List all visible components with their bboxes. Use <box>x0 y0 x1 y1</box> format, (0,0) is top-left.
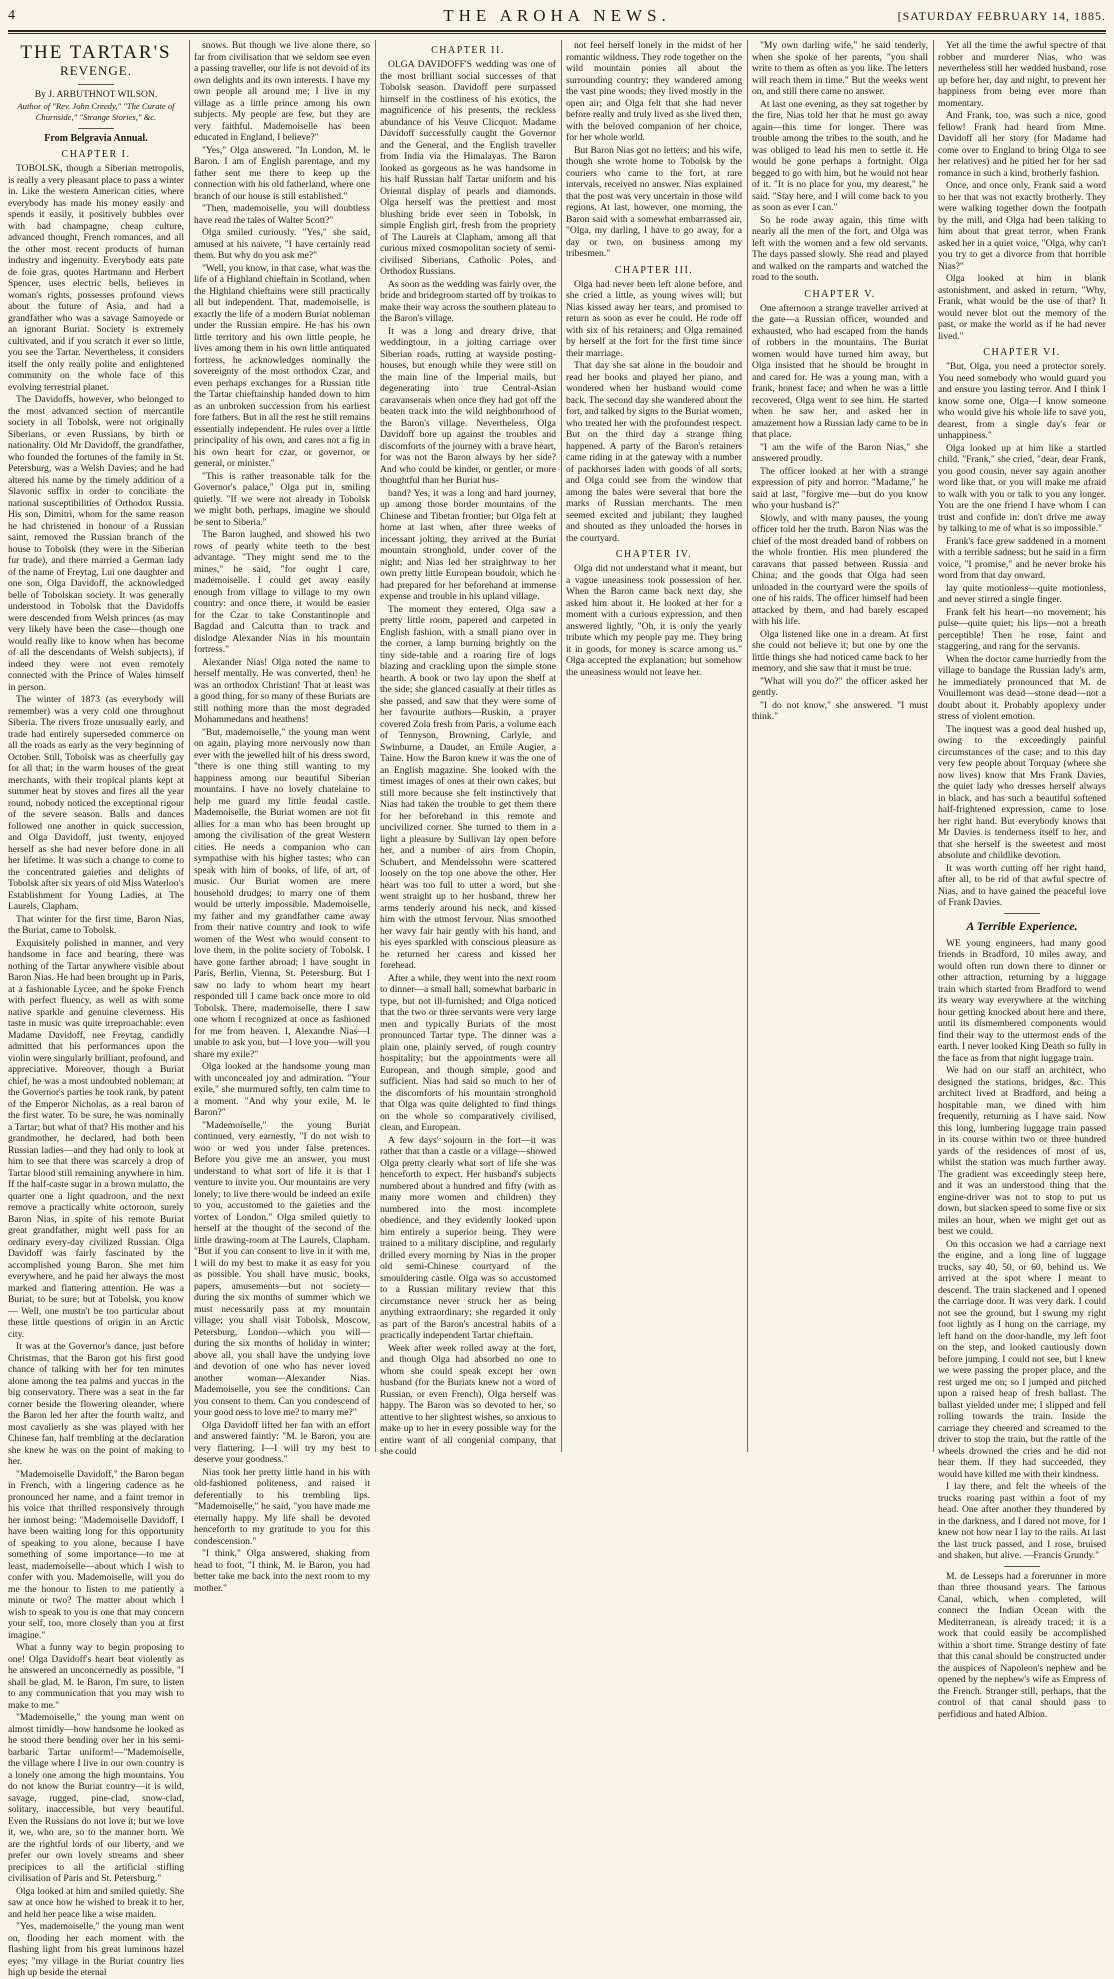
paragraph: The winter of 1873 (as everybody will remember) was a very cold one throughout Siberia. The rivers froze unusually early, and trade had entirely superseded commerce on all the roads as early as the very beginning of October. Still, Tobolsk was as cheerfully gay for all that; in the warm houses of the great merchants, with their tropical plants kept at summer heat by stoves and fires all the year round, nobody noticed the exceptional rigour of the severe season. Balls and dances followed one another in quick succession, and Olga Davidoff, just twenty, enjoyed herself as she had never before done in all her lifetime. It was such a change to come to the concentrated gaieties and delights of Tobolsk after six years of old Miss Waterloo's Establishment for Young Ladies, at The Laurels, Clapham. <box>8 694 184 912</box>
paragraph: Olga looked at him in blank astonishment, and asked in return, "Why, Frank, what would be the use of that? It would never blot out the memory of the past, or make the world as if he had never lived." <box>938 273 1106 342</box>
story-source: From Belgravia Annual. <box>44 133 148 144</box>
paragraph: "Yes," Olga answered. "In London, M. le Baron. I am of English parentage, and my father sent me there to keep up the connection with his old fatherland, where one branch of our house is still established." <box>194 144 370 202</box>
paragraph: The moment they entered, Olga saw a pretty little room, papered and carpeted in English fashion, with a small piano over in the corner, a lamp burning brightly on the tiny side-table and a roaring fire of logs blazing and crackling upon the simple stone hearth. A book or two lay upon the shelf at the side; she glanced casually at their titles as she passed, and saw that they were some of her favourite authors—Ruskin, a prayer covered Zola fresh from Paris, a volume each of Tennyson, Browning, Carlyle, and Swinburne, a Daudet, an Emile Augier, a Taine. How the Baron knew it was the one of an English magazine. She looked with the timest images of ones at their own cakes, but still more because she felt instinctively that Nias had taken the trouble to get them there for her beforehand in this remote and uncivilized corner. She turned to them in a light a pleasure by Sullivan lay open before her, and a number of airs from Chopin, Schubert, and Mendelssohn were scattered loosely on the top one above the other. Her heart was too full to utter a word, but she went straight up to her husband, threw her arms tenderly around his neck, and kissed him with the utmost fervour. Nias smoothed her wavy fair hair gently with his hand, and his eyes sparkled with conscious pleasure as he returned her caress and kissed her forehead. <box>380 603 556 971</box>
masthead-rule-thin <box>8 33 1106 34</box>
paragraph: Olga looked at him and smiled quietly. She saw at once how he wished to break it to her, and held her peace like a wise maiden. <box>8 1885 184 1920</box>
paragraph: The inquest was a good deal hushed up, owing to the exceedingly painful circumstances of the case; and to this day very few people about Torquay (where she now lives) know that Mrs Frank Davies, the quiet lady who dresses herself always in black, and has such a beautiful softened half-frightened expression, came to lose her right hand. But everybody knows that Mr Davies is tenderness itself to her, and that she herself is the sweetest and most absolute and childlike devotion. <box>938 723 1106 861</box>
paragraph: snows. But though we live alone there, so far from civilisation that we seldom see even a passing traveller, our life is not devoid of its own delights and its own interests. I have my own people all around me; I live in my village as a little prince among his own subjects. My people are few, but they are very faithful. Mademoiselle has been educated in England, I believe?" <box>194 40 370 143</box>
section-title: A Terrible Experience. <box>966 918 1078 933</box>
paragraph: Olga listened like one in a dream. At first she could not believe it; but one by one the little things she had noticed came back to her memory, and she saw that it must be true. <box>752 628 928 674</box>
paragraph: That winter for the first time, Baron Nias, the Buriat, came to Tobolsk. <box>8 913 184 936</box>
chapter-heading: CHAPTER IV. <box>615 549 693 560</box>
column-2 <box>194 40 370 1594</box>
paragraph: So he rode away again, this time with nearly all the men of the fort, and Olga was left with the women and a few old servants. The days passed slowly. She read and played and walked on the ramparts and watched the road to the south. <box>752 214 928 283</box>
column-4 <box>566 40 742 1452</box>
chapter-heading: CHAPTER V. <box>804 288 876 300</box>
paragraph: "I am the wife of the Baron Nias," she answered proudly. <box>752 441 928 464</box>
story-title: THE TARTAR'S <box>20 42 172 63</box>
paragraph: "What will you do?" the officer asked her gently. <box>752 675 928 698</box>
divider <box>78 84 114 85</box>
paragraph: Once, and once only, Frank said a word to her that was not exactly brotherly. They were walking together down the footpath by the mill, and Olga had been talking to him about that great terror, when Frank asked her in a quiet voice, "Olga, why can't you try to get a divorce from that horrible Nias?" <box>938 180 1106 272</box>
paragraph: Olga Davidoff lifted her fan with an effort and answered faintly: "M. le Baron, you are very flattering. I—I will try my best to deserve your goodness." <box>194 1419 370 1465</box>
paragraph: That day she sat alone in the boudoir and read her books and played her piano, and wondered when her husband would come back. The second day she wandered about the fort, and talked by signs to the Buriat women, who treated her with the profoundest respect. But on the third day a strange thing happened. A party of the Baron's retainers came riding in at the gateway with a number of packhorses laden with goods of all sorts, and Olga could see from the window that among the bales were several that bore the marks of Russian merchants. The men seemed excited and jubilant; they laughed and shouted as they unloaded the horses in the courtyard. <box>566 360 742 544</box>
paragraph: "Mademoiselle Davidoff," the Baron began in French, with a lingering cadence as he pronounced her name, and a faint tremor in his voice that thrilled responsively through her inmost being: "Mademoiselle Davidoff, I have been waiting long for this opportunity of speaking to you alone, because I have something of some importance—to me at least, mademoiselle—about which I wish to confer with you. Mademoiselle, will you do me the honour to listen to me patiently a minute or two? The matter about which I wish to speak to you is one that may concern your self, too, more closely than you at first imagine." <box>8 1468 184 1641</box>
paragraph: One afternoon a strange traveller arrived at the gate—a Russian officer, wounded and exhausted, who had escaped from the hands of robbers in the mountains. The Buriat women would have turned him away, but Olga insisted that he should be brought in and cared for. He was a young man, with a frank, honest face; and when he was a little recovered, Olga went to see him. He started when he saw her, and asked her in amazement how a Russian lady came to be in that place. <box>752 302 928 440</box>
paragraph: "Mademoiselle," the young Buriat continued, very earnestly, "I do not wish to woo or wed you under false pretences. Before you give me an answer, you must understand to what sort of life it is that I venture to invite you. Our mountains are very lonely; to live there would be indeed an exile to you, accustomed to the gaieties and the vortex of London." Olga smiled quietly to herself at the thought of the second of the little drawing-room at The Laurels, Clapham. "But if you can consent to live in it with me, I will do my best to make it as easy for you as possible. You shall have music, books, papers, amusements—but not society—during the six months of summer which we must necessarily pass at my mountain village; you shall visit Tobolsk, Moscow, Petersburg, London—which you will—during the six months of holiday in winter; above all, you shall have the undying love and devotion of one who has never loved another woman—Alexander Nias. Mademoiselle, you see the conditions. Can you consent to them. Can you condescend of your good ness to love me? to marry me?" <box>194 1119 370 1418</box>
column-3 <box>380 40 556 1457</box>
paragraph: "But, mademoiselle," the young man went on again, playing more nervously now than ever with the jewelled hilt of his dress sword, "there is one thing still wanting to my happiness among our beautiful Siberian mountains. I have no lovely chatelaine to help me guard my little feudal castle. Mademoiselle, the Buriat women are not fit allies for a man who has been brought up among the civilisation of the great Western cities. He needs a companion who can sympathise with his higher tastes; who can speak with him of books, of life, of art, of music. Our Buriat women are mere household drudges; to marry one of them would be utterly impossible. Mademoiselle, my father and my grandfather came away from their native country and took to wife women of the West who would consent to love them, in the polite society of Tobolsk. I have gone farther abroad; I have sought in Paris, Berlin, Vienna, St. Petersburg. But I saw no lady to whom heart my heart responded till I came back once more to old Tobolsk. There, mademoiselle, there I saw one whom I recognized at once as fashioned for me from heaven. I, Alexandre Nias—I unable to ask you, but—I love you—will you share my exile?" <box>194 726 370 1060</box>
paragraph: "Well, you know, in that case, what was the life of a Highland chieftain in Scotland, when the Highland chieftains were still practically all but independent. That, mademoiselle, is exactly the life of a modern Buriat nobleman under the Russian empire. He has his own little territory and his own little people, he lives among them in his own little antiquated fortress, he acknowledges nominally the sovereignty of the most orthodox Czar, and even perhaps exchanges for a Russian title the Tartar chieftainship handed down to him as an unbroken succession from his earliest fore fathers. But in all the rest he still remains essentially independent. He rules over a little principality of his own, and cares not a fig in his own heart for czar, or governor, or general, or minister." <box>194 262 370 469</box>
masthead <box>8 6 1106 30</box>
newspaper-title: THE AROHA NEWS. <box>443 6 671 25</box>
paragraph: Frank's face grew saddened in a moment with a terrible sadness; but he said in a firm voice, "I promise," and he never broke his word from that day onward. <box>938 535 1106 581</box>
chapter-heading: CHAPTER I. <box>61 149 131 160</box>
paragraph: OLGA DAVIDOFF'S wedding was one of the most brilliant social successes of that Tobolsk season. Davidoff pere surpassed himself in the costliness of his exotics, the magnificence of his presents, the reckless abundance of his Veuve Clicquot. Madame Davidoff successfully caught the Governor and the General, and the English traveller from India via the Himalayas. The Baron looked as gorgeous as he was handsome in his half Russian half Tartar uniform and his Oriental display of pearls and diamonds. Olga herself was the prettiest and most blushing bride ever seen in Tobolsk, in simple English girl, fresh from the propriety of The Laurels at Clapham, among all that curious mixed cosmopolitan society of semi-civilised Siberians, Catholic Poles, and Orthodox Russians. <box>380 59 556 277</box>
paragraph: After a while, they went into the next room to dinner—a small hall, somewhat barbaric in type, but not ill-furnished; and Olga noticed that the two or three servants were very large men and typically Buriats of the most pronounced Tartar type. The dinner was a plain one, plainly served, of rough country hospitality; but the appointments were all European, and though simple, good and sufficient. Nias had said so much to her of the discomforts of his mountain stronghold that Olga was quite delighted to find things on the whole so comparatively civilised, clean, and European. <box>380 972 556 1133</box>
column-rule <box>189 40 190 1452</box>
paragraph: Olga had never been left alone before, and she cried a little, as young wives will; but Nias kissed away her tears, and promised to return as soon as ever he could. He rode off with six of his retainers; and Olga remained by herself at the fort for the first time since their marriage. <box>566 278 742 359</box>
divider <box>1004 913 1040 914</box>
paragraph: Olga did not understand what it meant, but a vague uneasiness took possession of her. When the Baron came back next day, she asked him about it. He looked at her for a moment with a curious expression, and then answered lightly, "Oh, it is only the yearly tribute which my people pay me. They bring it in goods, for money is scarce among us." Olga accepted the explanation; but somehow the uneasiness would not leave her. <box>566 563 742 678</box>
paragraph: "Mademoiselle," the young man went on almost timidly—how handsome he looked as he stood there bending over her in his semi-barbaric Tartar uniform!—"Mademoiselle, the village where I live in our own country is a lonely one among the high mountains. You do not know the Buriat country—it is wild, savage, rugged, pine-clad, snow-clad, solitary, inaccessible, but very beautiful. Even the Russians do not love it; but we love it, we, who are, so to the manner born. We are the rightful lords of our liberty, and we prefer our own lovely streams and sheer precipices to all the artificial stifling civilisation of Paris and St. Petersburg." <box>8 1712 184 1884</box>
paragraph: "But, Olga, you need a protector sorely. You need somebody who would guard you and ensure you lasting terror. And I think I know some one, Olga—I know someone who would give his whole life to save you, dearest, from a single day's fear or unhappiness." <box>938 361 1106 441</box>
column-6 <box>938 40 1106 1720</box>
paragraph: A few days' sojourn in the fort—it was rather that than a castle or a village—showed Olga pretty clearly what sort of life she was henceforth to expect. Her husband's subjects numbered about a hundred and fifty (with as many more women and children) they numbered into the most incomplete obedience, and they evidently looked upon him entirely a superior being. They were trained to a military discipline, and regularly drilled every morning by Nias in the proper old semi-Chinese courtyard of the smouldering castle. Olga was so accustomed to a Russian military review that this circumstance never struck her as being anything extraordinary; she regarded it only as part of the Baron's ancestral habits of a practically independent Tartar chieftain. <box>380 1134 556 1341</box>
paragraph: When the doctor came hurriedly from the village to bandage the Russian lady's arm, he immediately pronounced that M. de Vouillemont was dead—stone dead—not a doubt about it. Probably apoplexy under stress of violent emotion. <box>938 653 1106 722</box>
paragraph: Slowly, and with many pauses, the young officer told her the truth. Baron Nias was the chief of the most dreaded band of robbers on the whole frontier. His men plundered the caravans that passed between Russia and China; and the goods that Olga had seen unloaded in the courtyard were the spoils of one of his raids. The officer himself had been attacked by them, and had barely escaped with his life. <box>752 512 928 627</box>
column-rule <box>933 40 934 1452</box>
paragraph: I lay there, and felt the wheels of the trucks roaring past within a foot of my head. One after another they thundered by in the darkness, and I dared not move, for I knew not how near I lay to the rails. At last the last truck passed, and I rose, bruised and shaken, but alive. —Francis Grundy." <box>938 1481 1106 1561</box>
column-5 <box>752 40 928 1452</box>
paragraph: As soon as the wedding was fairly over, the bride and bridegroom started off by troikas to make their way across the southern plateau to the Baron's village. <box>380 278 556 324</box>
paragraph: Yet all the time the awful spectre of that robber and murderer Nias, who was nevertheless still her wedded husband, rose up before her, day and night, to prevent her happiness from being ever more than momentary. <box>938 40 1106 109</box>
paragraph: On this occasion we had a carriage next the engine, and a long line of luggage trucks, say 40, 50, or 60, behind us. We arrived at the spot where I meant to descend. The train slackened and I opened the carriage door. It was very dark. I could not see the ground, but I swung my right foot lightly as I hung on the carriage, my left hand on the door-handle, my left foot on the step, and looked cautiously down before jumping. I could not see, but I knew we were passing the proper place, and the rest urged me on; so I jumped and pitched upon a raised heap of fresh ballast. The ballast yielded under me; I slipped and fell rolling towards the train. Inside the carriage they cheered and screamed to the driver to stop the train, but the rattle of the wheels drowned the cries and he did not hear them. If they had succeeded, they would have killed me with their kindness. <box>938 1238 1106 1480</box>
paragraph: At last one evening, as they sat together by the fire, Nias told her that he must go away again—this time for longer. There was trouble among the tribes to the south, and he was obliged to lead his men to settle it. He would be gone perhaps a fortnight. Olga begged to go with him, but he would not hear of it. "It is no place for you, my dearest," he said. "Stay here, and I will come back to you as soon as ever I can." <box>752 98 928 213</box>
paragraph: The Baron laughed, and showed his two rows of pearly white teeth to the best advantage. "They might send me to the mines," he said, "for ought I care, mademoiselle. I could get away easily enough from village to village to my own country: and once there, it would be easier for the Czar to take Constantinople and Bagdad and Calcutta than to track and dislodge Alexander Nias in his mountain fortress." <box>194 529 370 655</box>
paragraph: Week after week rolled away at the fort, and though Olga had absorbed no one to whom she could speak except her own husband (for the Buriats knew not a word of Russian, or even French), Olga herself was happy. The Baron was so devoted to her, so attentive to her slightest wishes, so anxious to make up to her in every possible way for the entire want of all congenial company, that she could <box>380 1342 556 1457</box>
paragraph: "Yes, mademoiselle," the young man went on, flooding her each moment with the flashing light from his great luminous hazel eyes; "my village in the Buriat country lies high up beside the eternal <box>8 1921 184 1978</box>
masthead-rule <box>8 30 1106 32</box>
paragraph: What a funny way to begin proposing to one! Olga Davidoff's heart beat violently as he answered an unconcernedly as possible, "I shall be glad, M. le Baron, I'm sure, to listen to any communication that you may wish to make to me." <box>8 1642 184 1711</box>
issue-date: [SATURDAY FEBRUARY 14, 1885. <box>897 9 1106 23</box>
paragraph: Olga smiled curiously. "Yes," she said, amused at his naivete, "I have certainly read them. But why do you ask me?" <box>194 227 370 261</box>
paragraph: Nias took her pretty little hand in his with old-fashioned politeness, and raised it deferentially to his trembling lips. "Mademoiselle," he said, "you have made me eternally happy. My life shall be devoted henceforth to my gratitude to you for this condescension." <box>194 1466 370 1547</box>
paragraph: The Davidoffs, however, who belonged to the most advanced section of mercantile society in all Tobolsk, were not originally Siberians, or even Russians, by birth or nationality. Old Mr Davidoff, the grandfather, who founded the fortunes of the family in St. Petersburg, was a Welsh Davies; and he had altered his name by the timely addition of a Slavonic suffix in order to conciliate the national susceptibilities of Orthodox Russia. His son, Dimitri, whom for the same reason he had christened in honour of a Russian saint, removed the Russian branch of the house to Tobolsk (they were in the Siberian fur trade), and there married a German lady of the name of Freytag, Lui one daughter and one son, Olga Davidoff, the acknowledged belle of Tobolskan society. It was generally understood in Tobolsk that the Davidoffs were descended from Welsh princes (as may very likely have been the case—though one would really like to know when has become of all the descendants of Welsh subjects), if indeed they were not even remotely connected with the Prince of Wales himself in person. <box>8 394 184 693</box>
paragraph: It was a long and dreary drive, that weddingtour, in a jolting carriage over Siberian roads, rutting at wayside posting-houses, but enough while they were still on the main line of the Imperial mails, but degenerating into true Central-Asian caravanserais when once they had got off the beaten track into the wild neighbourhood of the Baron's village. Nevertheless, Olga Davidoff bore up against the troubles and discomforts of the journey with a brave heart, for was not the Baron always by her side? And who could be kinder, or gentler, or more thoughtful than her Buriat hus- <box>380 325 556 486</box>
paragraph: Alexander Nias! Olga noted the name to herself mentally. He was converted, then! he was an orthodox Christian! That at least was a good thing, for so many of these Buriats are still nothing more than the most degraded Mohammedans and heathens! <box>194 656 370 725</box>
chapter-heading: CHAPTER VI. <box>983 347 1061 358</box>
paragraph: "I do not know," she answered. "I must think." <box>752 699 928 722</box>
column-rule <box>375 40 376 1452</box>
column-1 <box>8 40 184 1978</box>
paragraph: Frank felt his heart—no movement; his pulse—quite quiet; his lips—not a breath perceptible! Then he rose, faint and staggering, and rang for the servants. <box>938 606 1106 652</box>
divider <box>1004 1566 1040 1567</box>
page-number: 4 <box>8 8 15 23</box>
paragraph: It was worth cutting off her right hand, after all, to be rid of that awful spectre of Nias, and to have gained the peaceful love of Frank Davies. <box>938 862 1106 908</box>
paragraph: "I think," Olga answered, shaking from head to foot, "I think, M. le Baron, you had better take me back into the next room to my mother." <box>194 1548 370 1594</box>
chapter-heading: CHAPTER II. <box>431 45 505 56</box>
story-subtitle: REVENGE. <box>60 63 132 78</box>
column-rule <box>561 40 562 1452</box>
paragraph: It was at the Governor's dance, just before Christmas, that the Baron got his first good chance of talking with her for ten minutes alone among the tea palms and yuccas in the big conservatory. There was a seat in the far corner beside the flowering oleander, where the Baron led her after the fourth waltz, and most cavalierly as she was played with her Chinese fan, half trembling at the declaration she knew he was on the point of making to her. <box>8 1341 184 1467</box>
paragraph: "My own darling wife," he said tenderly, when she spoke of her parents, "you shall write to them as often as you like. The letters will reach them in time." But the weeks went on, and still there came no answer. <box>752 40 928 97</box>
story-author-note: Author of "Rev. John Creedy," "The Curate of Churnside," "Strange Stories," &c. <box>17 101 175 122</box>
paragraph: M. de Lesseps had a forerunner in more than three thousand years. The famous Canal, which, when completed, will connect the Indian Ocean with the Mediterranean, is already traced; it is a work that could easily be accomplished within a short time. Strange destiny of fate that this canal should be constructed under the auspices of Napoleon's nephew and be opened by the nephew's wife as Empress of the French. Stranger still, perhaps, that the control of that canal should pass to perfidious and hated Albion. <box>938 1570 1106 1720</box>
paragraph: TOBOLSK, though a Siberian metropolis, is really a very pleasant place to pass a winter in. Like the western American cities, where everybody has made his money easily and spends it easily, it positively bubbles over with bad champagne, cheap culture, advanced thought, French romances, and all the other most recent products of human industry and ingenuity. Everybody eats pate de foie gras, quotes Hartmann and Herbert Spencer, uses electric bells, believes in woman's rights, possesses profound views about the future of Asia, and had a grandfather who was a savage Samoyede or an ignorant Buriat. Society is extremely cultivated, and if you scratch it ever so little, you see the Tartar. Nevertheless, it considers itself the only really polite and enlightened community on the whole face of this evolving terrestrial planet. <box>8 163 184 393</box>
chapter-heading: CHAPTER III. <box>614 264 694 276</box>
paragraph: WE young engineers, had many good friends in Bradford, 10 miles away, and would often run down there to dinner or other attraction, returning by a luggage train which started from Bradford to wend its weary way everywhere at the witching hour getting knocked about here and there, until its dismembered components would find their way to the uttermost ends of the earth. I never looked King Death so fully in the face as from that night luggage train. <box>938 937 1106 1064</box>
paragraph: "This is rather treasonable talk for the Governor's palace," Olga put in, smiling quietly. "If we were not already in Tobolsk we might both, perhaps, imagine we should be sent to Siberia." <box>194 470 370 528</box>
page-columns <box>8 40 1106 1978</box>
paragraph: And Frank, too, was such a nice, good fellow! Frank had heard from Mme. Davidoff all her story (for Madame had come over to England to bring Olga to see her relatives) and he pitied her for her sad romance in such a kind, brotherly fashion. <box>938 110 1106 179</box>
divider <box>78 128 114 129</box>
paragraph: lay quite motionless—quite motionless, and never stirred a single finger. <box>938 582 1106 605</box>
paragraph: "Then, mademoiselle, you will doubtless have read the tales of Walter Scott?" <box>194 203 370 226</box>
paragraph: We had on our staff an architect, who designed the stations, bridges, &c. This architect lived at Bradford, and being a hospitable man, we dined with him frequently, returning as I have said. Now this long, lumbering luggage train passed in its course within two or three hundred yards of the residences of most of us, whilst the station was much further away. The gradient was exceedingly steep here, and it was an understood thing that the engine-driver was not to stop to put us down, but slacken speed to some five or six miles an hour, when we might get out as best we could. <box>938 1065 1106 1237</box>
column-rule <box>747 40 748 1452</box>
paragraph: But Baron Nias got no letters; and his wife, though she wrote home to Tobolsk by the couriers who came to the fort, at rare intervals, received no answer. Nias explained that the post was very uncertain in those wild regions. At last, however, one morning, the Baron said with a somewhat embarrassed air, "Olga, my darling, I have to go away, for a day or two, on business among my tribesmen." <box>566 144 742 259</box>
paragraph: Exquisitely polished in manner, and very handsome in face and bearing, there was nothing of the Tartar anywhere visible about Baron Nias. He had been brought up in Paris, at a fashionable Lycee, and he spoke French with perfect fluency, as well as with some native sparkle and genuine cleverness. His taste in music was quite irreproachable: even Madame Davidoff, nee Freytag, candidly admitted that his performances upon the violin were singularly brilliant, profound, and appreciative. Moreover, though a Buriat chief, he was a most undoubted nobleman; at the Governor's parties he took rank, by patent of the Emperor Nicholas, as a real baron of the first water. To be sure, he was nominally a Tartar; but what of that? His mother and his grandmother, he declared, had both been Russian ladies—and they had only to look at him to see that there was scarcely a drop of Tartar blood still remaining anywhere in him. If the half-caste sugar in a brown mulatto, the quarter one a light quadroon, and the next remove a practically white octoroon, surely Baron Nias, in spite of his remote Buriat great grandfather, might well pass for an ordinary every-day civilized Russian. Olga Davidoff was fairly fascinated by the accomplished young Baron. She met him everywhere, and he paid her always the most marked and flattering attention. He was a Buriat, to be sure; but at Tobolsk, you know— Well, one mustn't be too particular about these little questions of origin in an Arctic city. <box>8 937 184 1340</box>
story-author: By J. ARBUTHNOT WILSON. <box>34 89 158 100</box>
paragraph: not feel herself lonely in the midst of her romantic wildness. They rode together on the wild mountain ponies all about the surrounding country; they wandered among the vast pine woods; they lived mostly in the open air; and Olga felt that she had never before really and truly lived as she lived then, with the beloved companion of her choice, for her whole world. <box>566 40 742 143</box>
paragraph: Olga looked at the handsome young man with unconcealed joy and admiration. "Your exile," she murmured softly, ten calm time to a moment. "And why your exile, M. le Baron?" <box>194 1061 370 1118</box>
paragraph: The officer looked at her with a strange expression of pity and horror. "Madame," he said at last, "forgive me—but do you know who your husband is?" <box>752 465 928 511</box>
paragraph: band? Yes, it was a long and hard journey, up among those border mountains of the Chinese and Tibetan frontier; but Olga felt at home at last when, after three weeks of incessant jolting, they arrived at the Buriat mountain stronghold, under cover of the night; and Nias led her straightway to her own pretty little European boudoir, which he had prepared for her beforehand at immense expense and trouble in his upland village. <box>380 487 556 602</box>
paragraph: Olga looked up at him like a startled child. "Frank," she cried, "dear, dear Frank, you good cousin, never say again another word like that, or you will make me afraid to walk with you or talk to you any longer. You are the one friend I have whom I can trust and confide in: don't drive me away by talking to me of what is so impossible." <box>938 442 1106 534</box>
